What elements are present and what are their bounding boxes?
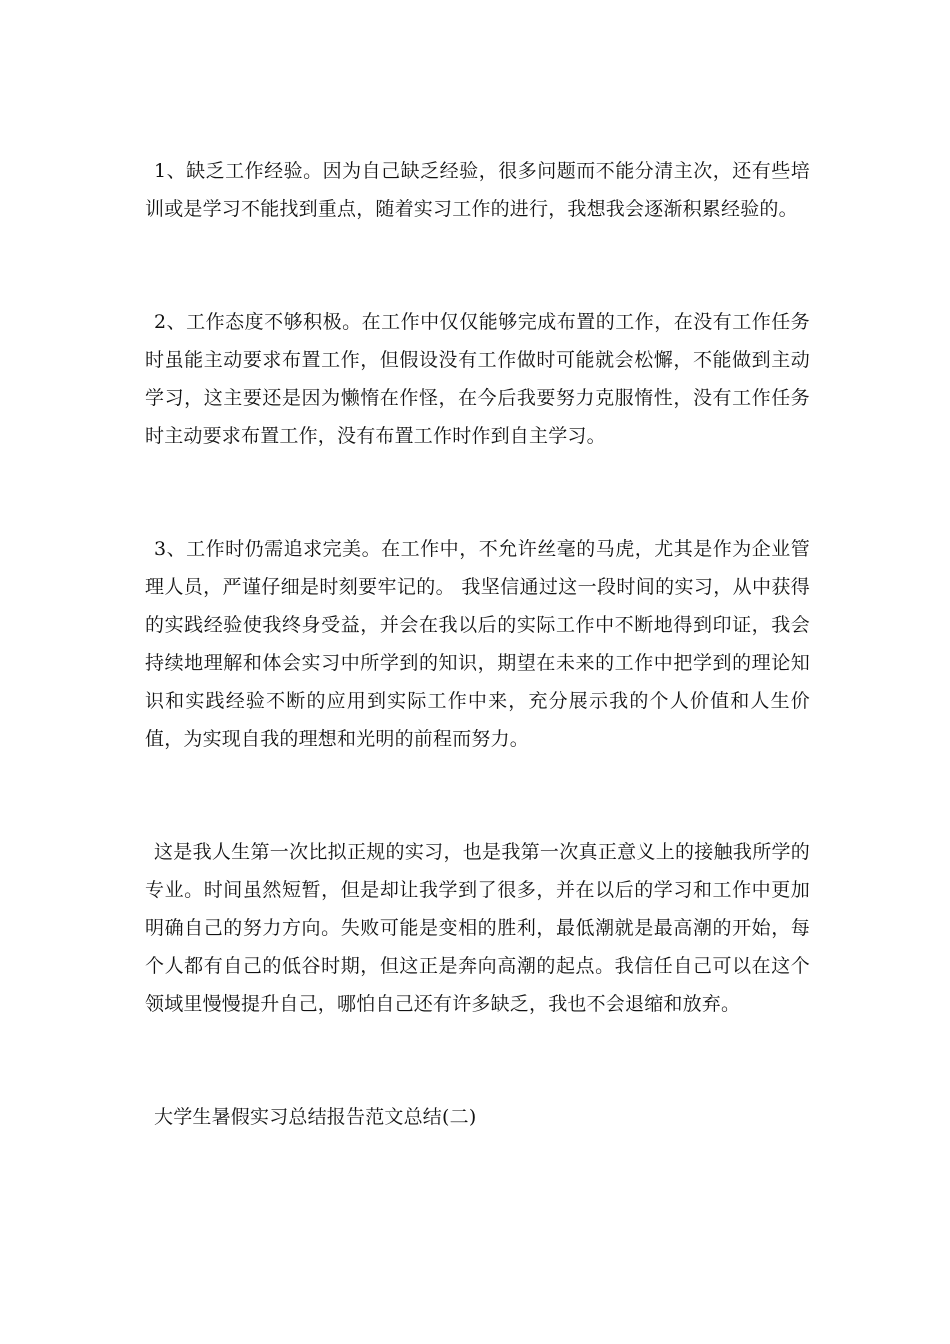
paragraph-work-experience: 1、缺乏工作经验。因为自己缺乏经验，很多问题而不能分清主次，还有些培训或是学习不能找到重点，随着实习工作的进行，我想我会逐渐积累经验的。 (145, 160, 810, 220)
paragraph-conclusion: 这是我人生第一次比拟正规的实习，也是我第一次真正意义上的接触我所学的专业。时间虽然短暂，但是却让我学到了很多，并在以后的学习和工作中更加明确自己的努力方向。失败可能是变相的胜利，最低潮就是最高潮的开始，每个人都有自己的低谷时期，但这正是奔向高潮的起点。我信任自己可以在这个领域里慢慢提升自己，哪怕自己还有许多缺乏，我也不会退缩和放弃。 (145, 841, 810, 1015)
paragraph-work-attitude: 2、工作态度不够积极。在工作中仅仅能够完成布置的工作，在没有工作任务时虽能主动要求布置工作，但假设没有工作做时可能就会松懈，不能做到主动学习，这主要还是因为懒惰在作怪，在今后我要努力克服惰性，没有工作任务时主动要求布置工作，没有布置工作时作到自主学习。 (145, 311, 810, 447)
document-body (145, 152, 810, 1136)
paragraph-perfection: 3、工作时仍需追求完美。在工作中，不允许丝毫的马虎，尤其是作为企业管理人员，严谨仔细是时刻要牢记的。 我坚信通过这一段时间的实习，从中获得的实践经验使我终身受益，并会在我以后的实际工作中不断地得到印证，我会持续地理解和体会实习中所学到的知识，期望在未来的工作中把学到的理论知识和实践经验不断的应用到实际工作中来，充分展示我的个人价值和人生价值，为实现自我的理想和光明的前程而努力。 (145, 538, 810, 750)
section-heading: 大学生暑假实习总结报告范文总结(二) (154, 1106, 477, 1128)
